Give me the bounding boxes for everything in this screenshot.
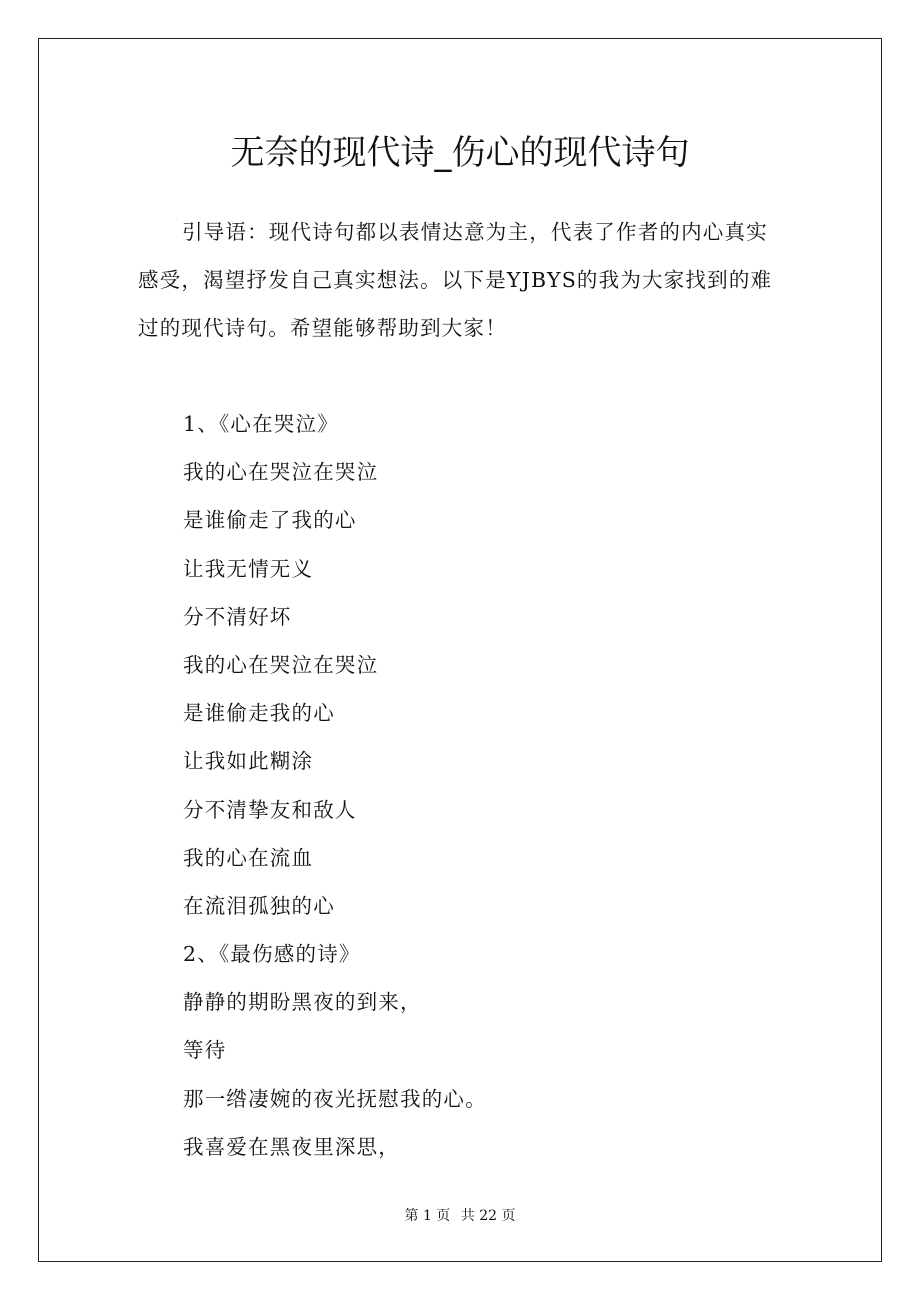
poem-line: 分不清好坏 bbox=[183, 604, 292, 629]
document-title: 无奈的现代诗_伤心的现代诗句 bbox=[230, 133, 690, 173]
page-total: 共 22 页 bbox=[460, 1208, 516, 1224]
poem-heading-1: 1、《心在哭泣》 bbox=[183, 412, 339, 436]
poem-line: 让我如此糊涂 bbox=[183, 749, 314, 774]
poem-line: 分不清挚友和敌人 bbox=[183, 797, 357, 822]
poem-line: 我的心在哭泣在哭泣 bbox=[183, 652, 379, 677]
poem-line: 我的心在流血 bbox=[183, 845, 314, 870]
poem-line: 在流泪孤独的心 bbox=[183, 893, 335, 918]
poem-line: 我的心在哭泣在哭泣 bbox=[183, 460, 379, 485]
page-number: 第 1 页 bbox=[404, 1208, 451, 1224]
poem-line: 等待 bbox=[183, 1038, 227, 1063]
intro-paragraph: 引导语：现代诗句都以表情达意为主，代表了作者的内心真实感受，渴望抒发自己真实想法。以下是YJBYS的我为大家找到的难过的现代诗句。希望能够帮助到大家！ bbox=[138, 220, 773, 340]
poem-line: 那一绺凄婉的夜光抚慰我的心。 bbox=[183, 1086, 487, 1111]
poem-line: 静静的期盼黑夜的到来， bbox=[183, 990, 422, 1015]
poem-line: 是谁偷走我的心 bbox=[183, 701, 335, 726]
poem-lines bbox=[183, 400, 487, 1171]
poem-heading-2: 2、《最伤感的诗》 bbox=[183, 942, 361, 967]
page-footer bbox=[0, 1206, 920, 1226]
poem-line: 让我无情无义 bbox=[183, 556, 314, 581]
poem-line: 是谁偷走了我的心 bbox=[183, 508, 357, 533]
poem-line: 我喜爱在黑夜里深思， bbox=[183, 1134, 400, 1159]
